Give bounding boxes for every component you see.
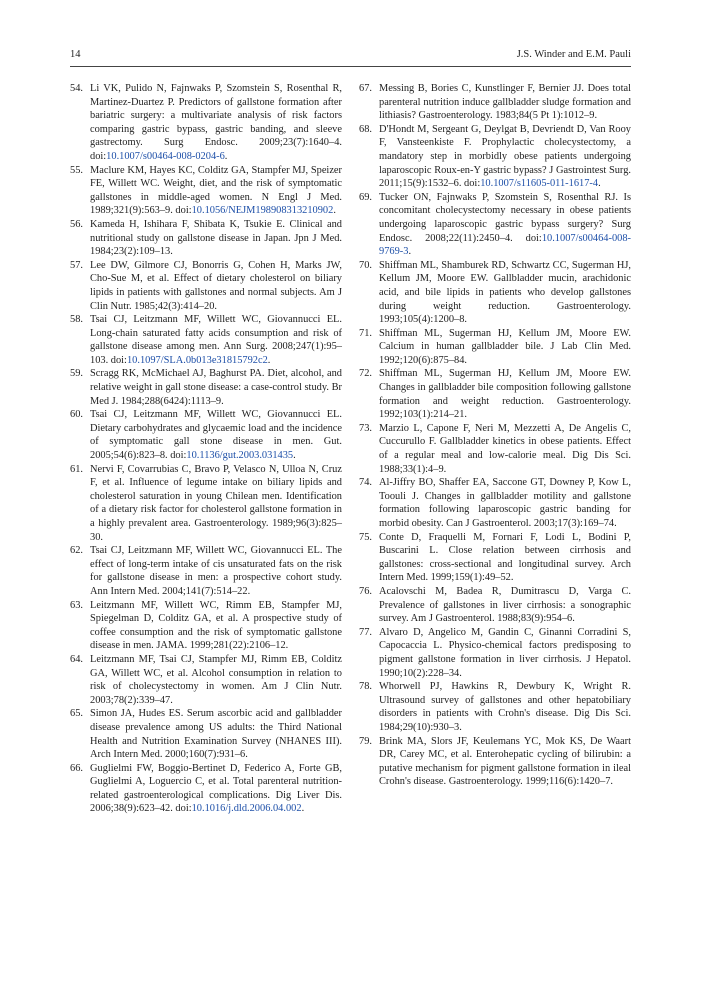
running-head: J.S. Winder and E.M. Pauli bbox=[516, 49, 631, 60]
reference-number: 56. bbox=[70, 218, 83, 230]
reference-text: Lee DW, Gilmore CJ, Bonorris G, Cohen H, Marks JW, Cho-Sue M, et al. Effect of dietary cholesterol on biliary lipids in patients with gallstones and normal subjects. Am J Clin Nutr. 1985;42(3):414–20. bbox=[90, 259, 342, 312]
reference-text: Tucker ON, Fajnwaks P, Szomstein S, Rosenthal RJ. Is concomitant cholecystectomy necessary in obese patients undergoing laparoscopic gastric bypass surgery? Surg Endosc. 2008;22(11):2450–4. doi: bbox=[379, 191, 631, 244]
reference-entry bbox=[70, 164, 342, 218]
reference-number: 67. bbox=[359, 83, 372, 94]
reference-text: D'Hondt M, Sergeant G, Deylgat B, Devriendt D, Van Rooy F, Vansteenkiste F. Prophylactic cholecystectomy, a mandatory step in morbidly obese patients undergoing laparoscopic Roux-en-Y gastric bypass? J Gastrointest Surg. 2011;15(9):1532–6. doi: bbox=[379, 123, 631, 190]
reference-entry bbox=[70, 463, 342, 545]
reference-entry bbox=[70, 313, 342, 367]
reference-text: Conte D, Fraquelli M, Fornari F, Lodi L, Bodini P, Buscarini L. Close relation between cirrhosis and gallstones: cross-sectional and longitudinal survey. Arch Intern Med. 1999;159(1):49–52. bbox=[379, 531, 631, 584]
reference-text: Al-Jiffry BO, Shaffer EA, Saccone GT, Downey P, Kow L, Toouli J. Changes in gallbladder motility and gallstone formation following laparoscopic gastric banding for morbid obesity. Can J Gastroenterol. 2003;17(3):169–74. bbox=[379, 477, 631, 529]
reference-text: Scragg RK, McMichael AJ, Baghurst PA. Diet, alcohol, and relative weight in gall stone disease: a case-control study. Br Med J. 1984;288(6424):1113–9. bbox=[90, 368, 342, 407]
reference-text: Shiffman ML, Shamburek RD, Schwartz CC, Sugerman HJ, Kellum JM, Moore EW. Gallbladder mucin, arachidonic acid, and bile lipids in patients who develop gallstones during weight reduction. Gastroenterology. 1993;105(4):1200–8. bbox=[379, 259, 631, 326]
reference-number: 75. bbox=[359, 531, 372, 543]
reference-number: 72. bbox=[359, 368, 372, 380]
reference-number: 63. bbox=[70, 599, 83, 611]
reference-entry bbox=[359, 735, 631, 789]
reference-text: Brink MA, Slors JF, Keulemans YC, Mok KS, De Waart DR, Carey MC, et al. Enterohepatic cycling of bilirubin: a putative mechanism for pigment gallstone formation in ileal Crohn's disease. Gastroenterology. 1999;116(6):1420–7. bbox=[379, 735, 631, 788]
doi-link[interactable]: 10.1056/NEJM198908313210902 bbox=[191, 205, 334, 217]
reference-number: 79. bbox=[359, 735, 372, 747]
reference-entry bbox=[359, 367, 631, 421]
reference-entry bbox=[70, 544, 342, 598]
reference-entry bbox=[70, 599, 342, 653]
references-right-column bbox=[359, 82, 631, 789]
reference-tail: . bbox=[598, 178, 601, 190]
reference-text: Leitzmann MF, Willett WC, Rimm EB, Stampfer MJ, Spiegelman D, Colditz GA, et al. A prospective study of coffee consumption and the risk of symptomatic gallstone disease in men. JAMA. 1999;281(22):2106–12. bbox=[90, 599, 342, 652]
reference-text: Shiffman ML, Sugerman HJ, Kellum JM, Moore EW. Changes in gallbladder bile composition following gallstone formation and weight reduction. Gastroenterology. 1992;103(1):214–21. bbox=[379, 368, 631, 421]
reference-number: 76. bbox=[359, 585, 372, 597]
reference-number: 73. bbox=[359, 422, 372, 434]
reference-tail: . bbox=[333, 205, 336, 217]
reference-number: 59. bbox=[70, 368, 83, 380]
reference-entry bbox=[70, 408, 342, 462]
reference-text: Acalovschi M, Badea R, Dumitrascu D, Varga C. Prevalence of gallstones in liver cirrhosis: a sonographic survey. Am J Gastroenterol. 1988;83(9):954–6. bbox=[379, 585, 631, 625]
reference-tail: . bbox=[267, 354, 271, 366]
reference-number: 69. bbox=[359, 191, 372, 203]
doi-link[interactable]: 10.1016/j.dld.2006.04.002 bbox=[191, 803, 302, 815]
doi-link[interactable]: 10.1097/SLA.0b013e31815792c2 bbox=[126, 354, 268, 366]
doi-link[interactable]: 10.1136/gut.2003.031435 bbox=[186, 450, 294, 462]
reference-number: 78. bbox=[359, 681, 372, 693]
reference-number: 60. bbox=[70, 409, 83, 421]
page-number: 14 bbox=[70, 49, 81, 60]
reference-entry bbox=[359, 680, 631, 734]
reference-text: Leitzmann MF, Tsai CJ, Stampfer MJ, Rimm EB, Colditz GA, Willett WC, et al. Alcohol consumption in relation to risk of cholecystectomy in women. Am J Clin Nutr. 2003;78(2):339–47. bbox=[90, 653, 342, 706]
reference-number: 65. bbox=[70, 708, 83, 720]
reference-entry bbox=[359, 191, 631, 259]
reference-entry bbox=[70, 762, 342, 816]
reference-text: Tsai CJ, Leitzmann MF, Willett WC, Giovannucci EL. The effect of long-term intake of cis unsaturated fats on the risk for gallstone disease in men: a prospective cohort study. Ann Intern Med. 2004;141(7):514–22. bbox=[90, 545, 342, 597]
reference-text: Shiffman ML, Sugerman HJ, Kellum JM, Moore EW. Calcium in human gallbladder bile. J Lab Clin Med. 1992;120(6):875–84. bbox=[379, 327, 631, 366]
reference-entry bbox=[359, 476, 631, 530]
reference-entry bbox=[359, 327, 631, 368]
reference-text: Alvaro D, Angelico M, Gandin C, Ginanni Corradini S, Capocaccia L. Physico-chemical factors predisposing to pigment gallstone formation in liver cirrhosis. J Hepatol. 1990;10(2):228–34. bbox=[379, 626, 631, 679]
reference-tail: . bbox=[293, 450, 296, 462]
reference-number: 71. bbox=[359, 327, 372, 339]
reference-text: Simon JA, Hudes ES. Serum ascorbic acid and gallbladder disease prevalence among US adults: the Third National Health and Nutrition Examination Survey (NHANES III). Arch Intern Med. 2000;160(7):931–6. bbox=[90, 708, 342, 761]
reference-text: Li VK, Pulido N, Fajnwaks P, Szomstein S, Rosenthal R, Martinez-Duartez P. Predictors of gallstone formation after bariatric surgery: a multivariate analysis of risk factors comparing gastric bypass, gastric banding, and sleeve gastrectomy. Surg Endosc. 2009;23(7):1640–4. doi: bbox=[90, 83, 342, 162]
reference-entry bbox=[359, 531, 631, 585]
reference-entry bbox=[70, 367, 342, 408]
reference-tail: . bbox=[224, 150, 228, 162]
reference-number: 55. bbox=[70, 164, 83, 176]
reference-entry bbox=[359, 422, 631, 476]
reference-number: 62. bbox=[70, 545, 83, 557]
reference-entry bbox=[359, 626, 631, 680]
reference-number: 70. bbox=[359, 259, 372, 271]
reference-number: 68. bbox=[359, 123, 372, 135]
reference-entry bbox=[70, 218, 342, 259]
reference-number: 66. bbox=[70, 762, 83, 774]
doi-link[interactable]: 10.1007/s11605-011-1617-4 bbox=[480, 178, 599, 190]
references-left-column bbox=[70, 82, 342, 816]
reference-entry bbox=[359, 259, 631, 327]
reference-tail: . bbox=[301, 803, 305, 815]
reference-text: Kameda H, Ishihara F, Shibata K, Tsukie E. Clinical and nutritional study on gallstone disease in Japan. Jpn J Med. 1984;23(2):109–13. bbox=[90, 218, 342, 258]
reference-entry bbox=[70, 653, 342, 707]
reference-text: Nervi F, Covarrubias C, Bravo P, Velasco N, Ulloa N, Cruz F, et al. Influence of legume intake on biliary lipids and cholesterol saturation in young Chilean men. Identification of a dietary risk factor for cholesterol gallstone formation in a highly prevalent area. Gastroenterology. 1989;96(3):825–30. bbox=[90, 463, 342, 543]
reference-text: Tsai CJ, Leitzmann MF, Willett WC, Giovannucci EL. Long-chain saturated fatty acids consumption and risk of gallstone disease among men. Ann Surg. 2008;247(1):95–103. doi: bbox=[90, 314, 342, 366]
reference-number: 61. bbox=[70, 463, 83, 475]
reference-entry bbox=[70, 707, 342, 761]
reference-number: 58. bbox=[70, 314, 83, 326]
reference-number: 74. bbox=[359, 477, 372, 489]
doi-link[interactable]: 10.1007/s00464-008-0204-6 bbox=[106, 150, 225, 162]
reference-number: 54. bbox=[70, 83, 83, 94]
reference-entry bbox=[70, 259, 342, 313]
reference-text: Marzio L, Capone F, Neri M, Mezzetti A, De Angelis C, Cuccurullo F. Gallbladder kinetics in obese patients. Effect of a regular meal and low-calorie meal. Dig Dis Sci. 1988;33(1):4–9. bbox=[379, 422, 631, 475]
reference-entry bbox=[359, 82, 631, 123]
reference-number: 64. bbox=[70, 653, 83, 665]
reference-number: 77. bbox=[359, 626, 372, 638]
reference-entry bbox=[359, 585, 631, 626]
reference-text: Tsai CJ, Leitzmann MF, Willett WC, Giovannucci EL. Dietary carbohydrates and glycaemic load and the incidence of symptomatic gall stone disease in men. Gut. 2005;54(6):823–8. doi: bbox=[90, 409, 342, 462]
reference-entry bbox=[70, 82, 342, 164]
reference-text: Guglielmi FW, Boggio-Bertinet D, Federico A, Forte GB, Guglielmi A, Loguercio C, et al. Total parenteral nutrition-related gastroenterological complications. Dig Liver Dis. 2006;38(9):623–42. doi: bbox=[90, 762, 342, 815]
page-header bbox=[70, 46, 631, 64]
reference-number: 57. bbox=[70, 259, 83, 271]
reference-text: Maclure KM, Hayes KC, Colditz GA, Stampfer MJ, Speizer FE, Willett WC. Weight, diet, and the risk of symptomatic gallstones in middle-aged women. N Engl J Med. 1989;321(9):563–9. doi: bbox=[90, 164, 342, 217]
reference-text: Whorwell PJ, Hawkins R, Dewbury K, Wright R. Ultrasound survey of gallstones and other hepatobiliary disorders in patients with Crohn's disease. Dig Dis Sci. 1984;29(10):930–3. bbox=[379, 681, 631, 733]
reference-entry bbox=[359, 123, 631, 191]
header-rule bbox=[70, 66, 631, 67]
reference-tail: . bbox=[408, 246, 412, 258]
doi-link[interactable]: 10.1007/s00464-008-9769-3 bbox=[379, 232, 631, 258]
reference-text: Messing B, Bories C, Kunstlinger F, Bernier JJ. Does total parenteral nutrition induce gallbladder sludge formation and lithiasis? Gastroenterology. 1983;84(5 Pt 1):1012–9. bbox=[379, 83, 631, 122]
